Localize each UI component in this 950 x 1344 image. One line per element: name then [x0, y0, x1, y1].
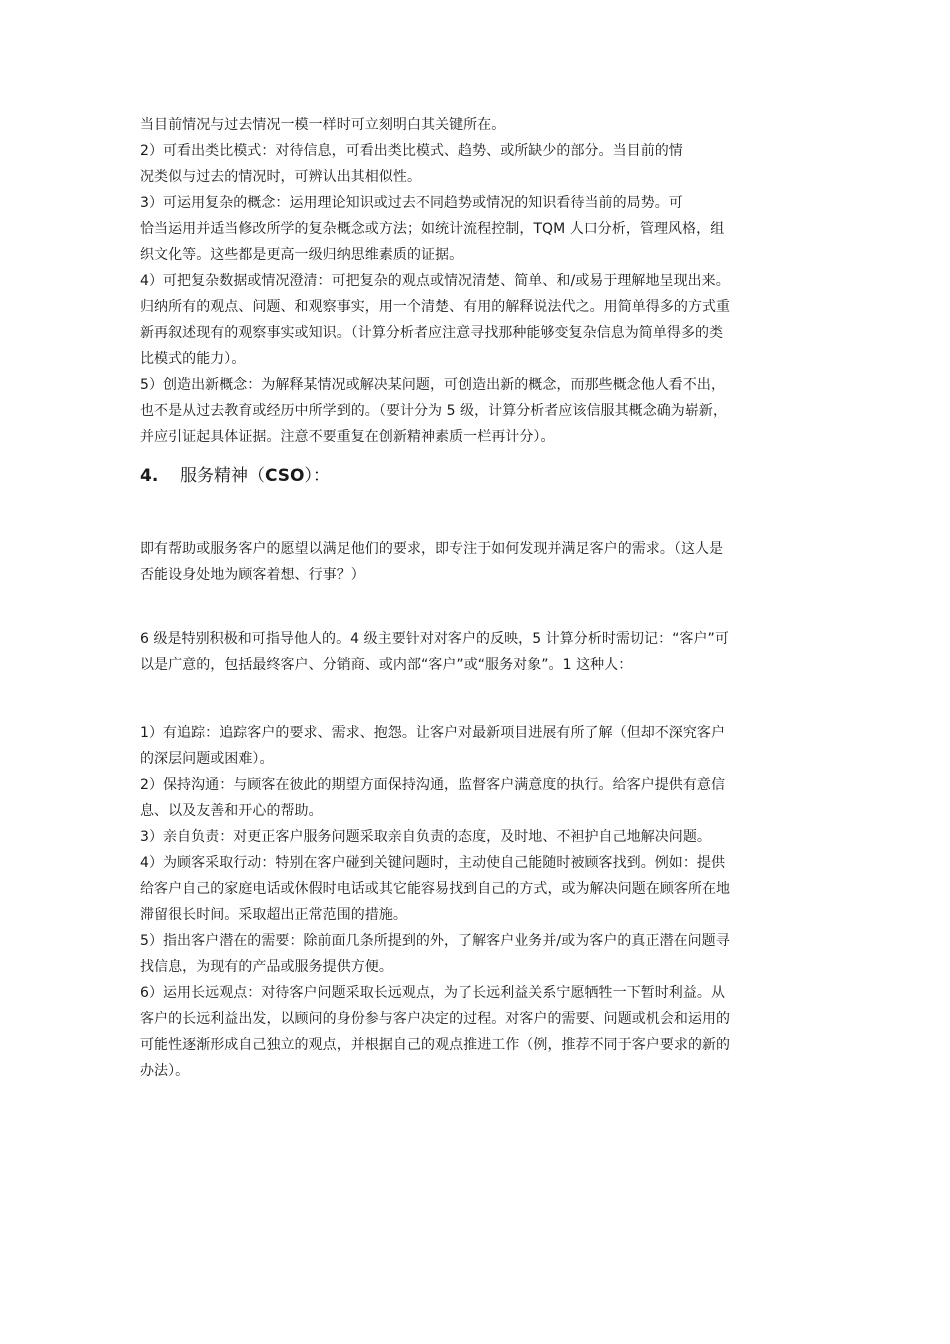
text-line: 4）为顾客采取行动：特别在客户碰到关键问题时，主动使自己能随时被顾客找到。例如：提供 [140, 855, 726, 871]
text-line: 即有帮助或服务客户的愿望以满足他们的要求，即专注于如何发现并满足客户的需求。（这人是 [140, 541, 724, 557]
text-line: 并应引证起具体证据。注意不要重复在创新精神素质一栏再计分）。 [140, 429, 555, 445]
section-title-prefix: 服务精神（ [180, 466, 265, 486]
text-line: 1）有追踪：追踪客户的要求、需求、抱怨。让客户对最新项目进展有所了解（但却不深究客户 [140, 725, 726, 741]
section-title-suffix: ）： [304, 466, 330, 486]
text-line: 3）可运用复杂的概念：运用理论知识或过去不同趋势或情况的知识看待当前的局势。可 [140, 195, 683, 211]
text-line: 否能设身处地为顾客着想、行事？） [140, 567, 365, 583]
text-line: 新再叙述现有的观察事实或知识。（计算分析者应注意寻找那种能够变复杂信息为简单得多的类 [140, 325, 724, 341]
text-line: 归纳所有的观点、问题、和观察事实，用一个清楚、有用的解释说法代之。用简单得多的方式重 [140, 299, 731, 315]
text-line: 办法）。 [140, 1063, 190, 1079]
section-number: 4. [140, 466, 159, 486]
text-line: 5）创造出新概念：为解释某情况或解决某问题，可创造出新的概念，而那些概念他人看不出， [140, 377, 726, 393]
text-line: 况类似与过去的情况时，可辨认出其相似性。 [140, 169, 421, 185]
text-line: 可能性逐渐形成自己独立的观点，并根据自己的观点推进工作（例，推荐不同于客户要求的新的 [140, 1037, 731, 1053]
section-3-continued [140, 112, 820, 450]
text-line: 恰当运用并适当修改所学的复杂概念或方法；如统计流程控制，TQM 人口分析，管理风格，组 [140, 221, 725, 237]
text-line: 2）可看出类比模式：对待信息，可看出类比模式、趋势、或所缺少的部分。当目前的情 [140, 143, 683, 159]
text-line: 的深层问题或困难）。 [140, 751, 274, 767]
text-line: 找信息，为现有的产品或服务提供方便。 [140, 959, 393, 975]
text-line: 当目前情况与过去情况一模一样时可立刻明白其关键所在。 [140, 117, 506, 133]
text-line: 也不是从过去教育或经历中所学到的。（要计分为 5 级，计算分析者应该信服其概念确为崭新， [140, 403, 728, 419]
text-line: 6 级是特别积极和可指导他人的。4 级主要针对对客户的反映，5 计算分析时需切记：“客户”可 [140, 631, 729, 647]
section-title-code: CSO [265, 466, 305, 486]
section-4-note [140, 626, 820, 678]
text-line: 客户的长远利益出发，以顾问的身份参与客户决定的过程。对客户的需要、问题或机会和运用的 [140, 1011, 731, 1027]
section-4-definition [140, 536, 820, 588]
text-line: 比模式的能力）。 [140, 351, 246, 367]
text-line: 5）指出客户潜在的需要：除前面几条所提到的外，了解客户业务并/或为客户的真正潜在问题寻 [140, 933, 730, 949]
text-line: 给客户自己的家庭电话或休假时电话或其它能容易找到自己的方式，或为解决问题在顾客所在地 [140, 881, 731, 897]
section-4-levels [140, 720, 820, 1084]
text-line: 滞留很长时间。采取超出正常范围的措施。 [140, 907, 407, 923]
text-line: 6）运用长远观点：对待客户问题采取长远观点，为了长远利益关系宁愿牺牲一下暂时利益。从 [140, 985, 726, 1001]
text-line: 3）亲自负责：对更正客户服务问题采取亲自负责的态度，及时地、不袒护自己地解决问题。 [140, 829, 711, 845]
document-page [140, 112, 820, 1084]
text-line: 息、以及友善和开心的帮助。 [140, 803, 323, 819]
text-line: 织文化等。这些都是更高一级归纳思维素质的证据。 [140, 247, 464, 263]
text-line: 以是广意的，包括最终客户、分销商、或内部“客户”或“服务对象”。1 这种人： [140, 657, 633, 673]
text-line: 2）保持沟通：与顾客在彼此的期望方面保持沟通，监督客户满意度的执行。给客户提供有意信 [140, 777, 726, 793]
text-line: 4）可把复杂数据或情况澄清：可把复杂的观点或情况清楚、简单、和/或易于理解地呈现出来。 [140, 273, 730, 289]
section-4-heading [140, 462, 820, 490]
